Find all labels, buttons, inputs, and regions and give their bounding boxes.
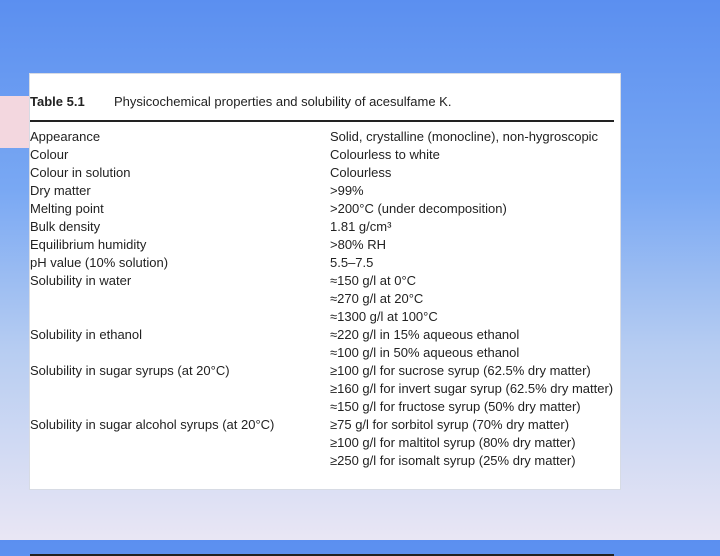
table-row <box>30 236 620 254</box>
property-cell: Colour in solution <box>30 165 131 180</box>
table-row <box>30 416 620 470</box>
value-line: >99% <box>330 183 364 198</box>
table-caption-text: Physicochemical properties and solubility of acesulfame K. <box>114 94 452 109</box>
value-cell <box>330 182 620 200</box>
property-cell: Solubility in sugar alcohol syrups (at 20°C) <box>30 417 275 432</box>
table-row <box>30 326 620 362</box>
property-cell: Colour <box>30 147 69 162</box>
value-cell <box>330 272 620 326</box>
value-line: ≥75 g/l for sorbitol syrup (70% dry matter) <box>330 417 570 432</box>
property-cell: Melting point <box>30 201 104 216</box>
table-row <box>30 272 620 326</box>
table-caption <box>30 94 620 118</box>
property-cell: pH value (10% solution) <box>30 255 169 270</box>
property-cell: Appearance <box>30 129 101 144</box>
property-cell: Dry matter <box>30 183 91 198</box>
value-line: Solid, crystalline (monocline), non-hygroscopic <box>330 129 599 144</box>
slide-decoration-strip <box>0 96 30 148</box>
property-cell: Solubility in ethanol <box>30 327 143 342</box>
value-line: ≈150 g/l for fructose syrup (50% dry matter) <box>330 399 581 414</box>
property-cell: Solubility in sugar syrups (at 20°C) <box>30 363 230 378</box>
value-line: 5.5–7.5 <box>330 255 374 270</box>
value-cell <box>330 200 620 218</box>
table-row <box>30 128 620 146</box>
value-line: ≥160 g/l for invert sugar syrup (62.5% dry matter) <box>330 381 614 396</box>
table-row <box>30 164 620 182</box>
property-cell: Equilibrium humidity <box>30 237 147 252</box>
table-row <box>30 218 620 236</box>
value-line: >200°C (under decomposition) <box>330 201 507 216</box>
property-cell: Solubility in water <box>30 273 132 288</box>
value-cell <box>330 326 620 362</box>
table-row <box>30 254 620 272</box>
value-line: ≥250 g/l for isomalt syrup (25% dry matter) <box>330 453 576 468</box>
value-cell <box>330 128 620 146</box>
value-line: ≥100 g/l for maltitol syrup (80% dry matter) <box>330 435 576 450</box>
table-row <box>30 182 620 200</box>
value-line: >80% RH <box>330 237 386 252</box>
value-cell <box>330 164 620 182</box>
value-cell <box>330 416 620 470</box>
value-line: ≈270 g/l at 20°C <box>330 291 424 306</box>
value-line: 1.81 g/cm³ <box>330 219 392 234</box>
property-cell: Bulk density <box>30 219 101 234</box>
value-line: ≈220 g/l in 15% aqueous ethanol <box>330 327 520 342</box>
value-line: Colourless to white <box>330 147 440 162</box>
value-line: ≈100 g/l in 50% aqueous ethanol <box>330 345 520 360</box>
value-cell <box>330 146 620 164</box>
table-row <box>30 146 620 164</box>
table-row <box>30 362 620 416</box>
value-line: ≥100 g/l for sucrose syrup (62.5% dry matter) <box>330 363 591 378</box>
table-label: Table 5.1 <box>30 94 85 109</box>
value-cell <box>330 218 620 236</box>
table-row <box>30 200 620 218</box>
table-image <box>30 74 620 489</box>
value-line: ≈1300 g/l at 100°C <box>330 309 438 324</box>
value-line: Colourless <box>330 165 392 180</box>
value-line: ≈150 g/l at 0°C <box>330 273 417 288</box>
value-cell <box>330 362 620 416</box>
table-body <box>30 128 620 470</box>
table-top-rule <box>30 120 614 122</box>
value-cell <box>330 254 620 272</box>
value-cell <box>330 236 620 254</box>
